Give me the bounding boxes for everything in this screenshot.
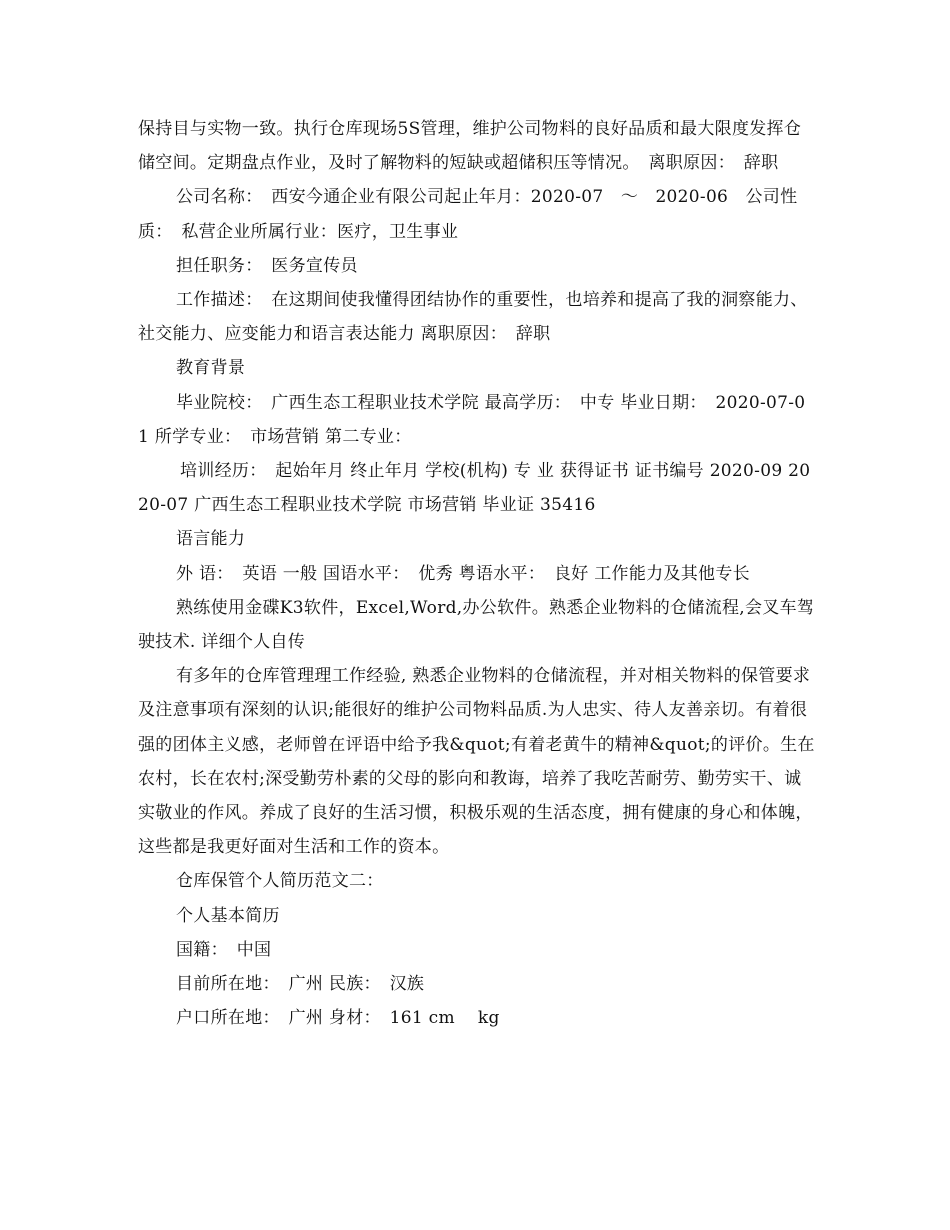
paragraph-company-info: 公司名称： 西安今通企业有限公司起止年月：2020-07 ～ 2020-06 公司性质： 私营企业所属行业：医疗，卫生事业 (138, 187, 798, 242)
paragraph-job-description: 工作描述： 在这期间使我懂得团结协作的重要性，也培养和提高了我的洞察能力、社交能力、应变能力和语言表达能力 离职原因： 辞职 (138, 290, 808, 345)
field-hukou-height: 户口所在地： 广州 身材： 161 cm kg (176, 1008, 500, 1029)
paragraph-training: 培训经历： 起始年月 终止年月 学校(机构) 专 业 获得证书 证书编号 2020-09 2020-07 广西生态工程职业技术学院 市场营销 毕业证 35416 (138, 461, 811, 516)
paragraph-school-info: 毕业院校： 广西生态工程职业技术学院 最高学历： 中专 毕业日期： 2020-07-01 所学专业： 市场营销 第二专业： (138, 392, 806, 447)
paragraph-autobiography: 有多年的仓库管理理工作经验, 熟悉企业物料的仓储流程，并对相关物料的保管要求及注意事项有深刻的认识;能很好的维护公司物料品质.为人忠实、待人友善亲切。有着很强的团体主义感，老师曾在评语中给予我&quot;有着老黄牛的精神&quot;的评价。生在农村，长在农村;深受勤劳朴素的父母的影向和教诲，培养了我吃苦耐劳、勤劳实干、诚实敬业的作风。养成了良好的生活习惯，积极乐观的生活态度，拥有健康的身心和体魄，这些都是我更好面对生活和工作的资本。 (138, 666, 815, 858)
heading-language: 语言能力 (176, 529, 246, 550)
paragraph-position: 担任职务： 医务宣传员 (176, 255, 358, 276)
field-nationality: 国籍： 中国 (176, 939, 272, 960)
heading-education: 教育背景 (176, 358, 246, 379)
document-page (138, 112, 816, 1035)
field-location-ethnicity: 目前所在地： 广州 民族： 汉族 (176, 974, 425, 995)
paragraph-language-levels: 外 语： 英语 一般 国语水平： 优秀 粤语水平： 良好 工作能力及其他专长 (176, 563, 750, 584)
paragraph-work-duties-end: 保持目与实物一致。执行仓库现场5S管理，维护公司物料的良好品质和最大限度发挥仓储空间。定期盘点作业，及时了解物料的短缺或超储积压等情况。 离职原因： 辞职 (138, 119, 802, 174)
heading-sample-two: 仓库保管个人简历范文二： (176, 871, 384, 892)
paragraph-skills: 熟练使用金碟K3软件，Excel,Word,办公软件。熟悉企业物料的仓储流程,会叉车驾驶技术. 详细个人自传 (138, 597, 815, 653)
heading-basic-resume: 个人基本简历 (176, 905, 280, 926)
